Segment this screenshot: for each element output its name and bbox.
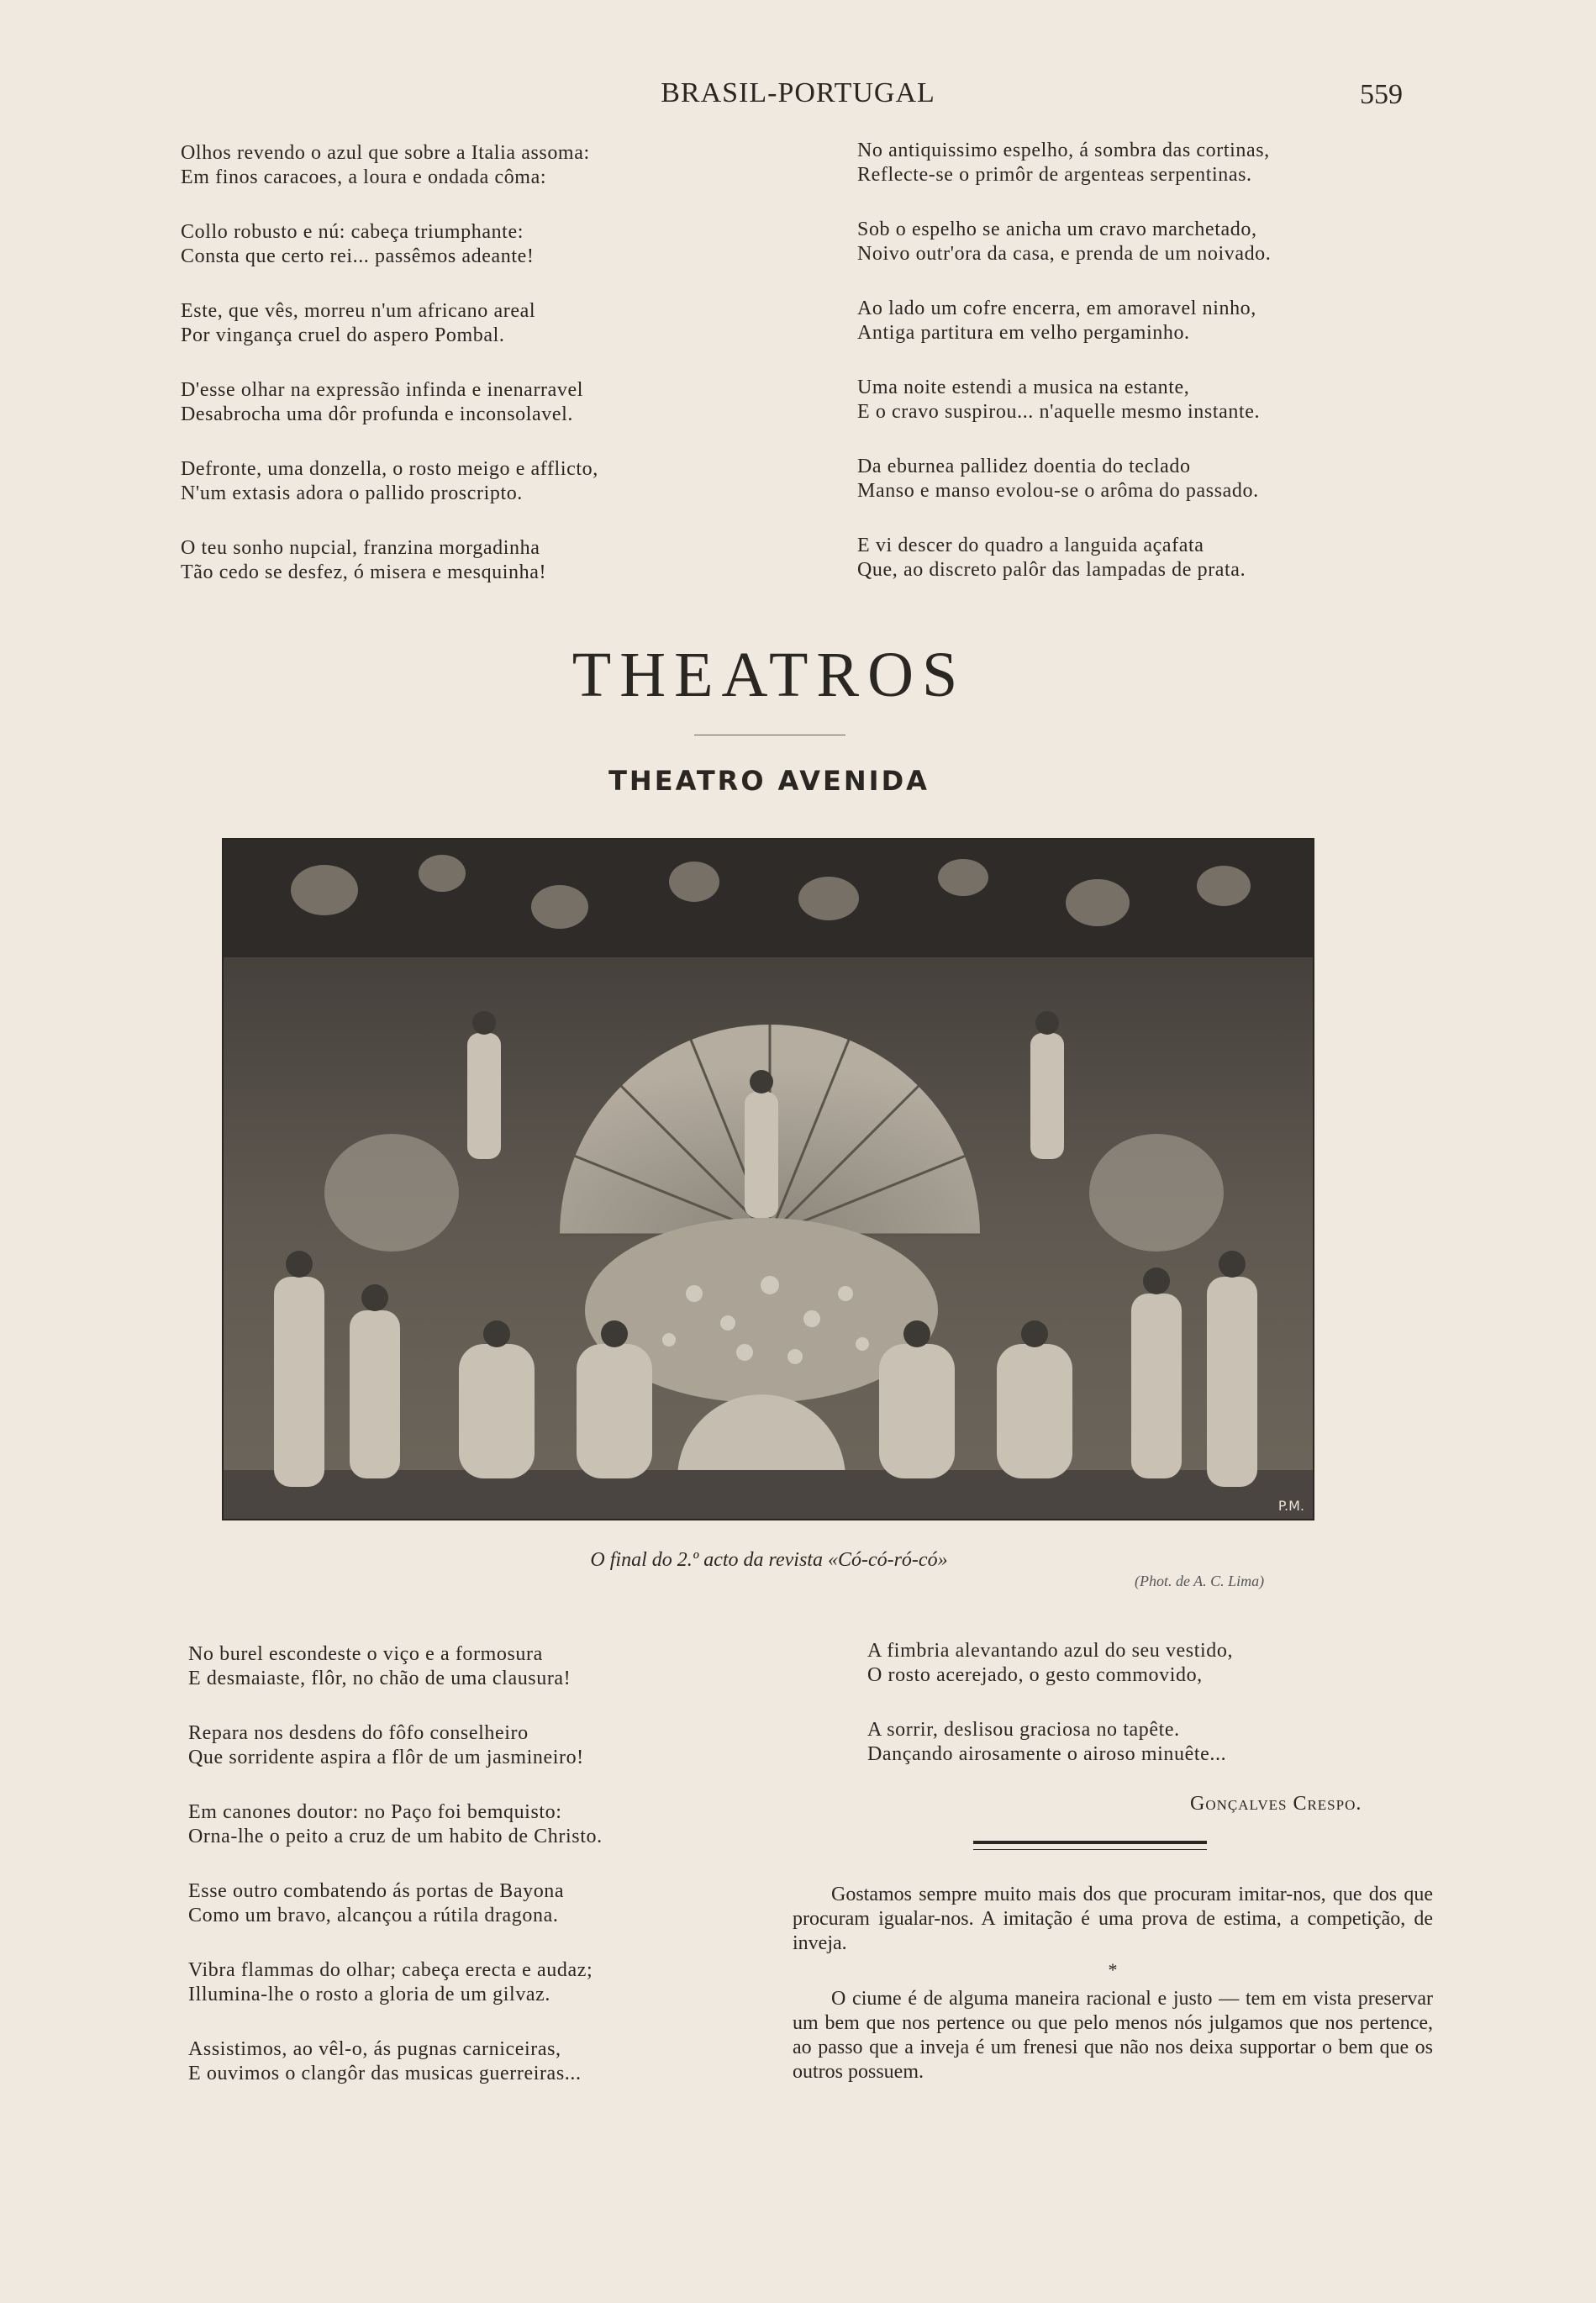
verse-line: Vibra flammas do olhar; cabeça erecta e audaz; [188, 1959, 593, 1981]
stanza [857, 534, 1395, 582]
asterisk-separator: * [1108, 1959, 1118, 1980]
verse-line: E vi descer do quadro a languida açafata [857, 535, 1204, 556]
verse-line: Por vingança cruel do aspero Pombal. [181, 324, 505, 346]
stanza [857, 218, 1395, 266]
poem-column-bottom-left [188, 1642, 726, 2116]
verse-line: Sob o espelho se anicha um cravo marchetado, [857, 219, 1257, 240]
photo-monogram: P.M. [1277, 1498, 1304, 1514]
photo-caption: O final do 2.º acto da revista «Có-có-ró-có» [590, 1549, 948, 1571]
verse-line: D'esse olhar na expressão infinda e inenarravel [181, 379, 583, 401]
verse-line: Ao lado um cofre encerra, em amoravel ninho, [857, 298, 1256, 319]
verse-line: Collo robusto e nú: cabeça triumphante: [181, 221, 524, 243]
verse-line: Que, ao discreto palôr das lampadas de prata. [857, 559, 1246, 581]
stanza [188, 1800, 726, 1849]
stanza [188, 1721, 726, 1770]
verse-line: Illumina-lhe o rosto a gloria de um gilvaz. [188, 1984, 551, 2005]
verse-line: Consta que certo rei... passêmos adeante! [181, 245, 535, 267]
verse-line: E ouvimos o clangôr das musicas guerreiras... [188, 2063, 582, 2084]
verse-line: N'um extasis adora o pallido proscripto. [181, 482, 523, 504]
poem-signature: Gonçalves Crespo. [1190, 1793, 1362, 1815]
verse-line: O rosto acerejado, o gesto commovido, [867, 1664, 1203, 1686]
stanza [867, 1639, 1422, 1688]
verse-line: Esse outro combatendo ás portas de Bayona [188, 1880, 565, 1902]
verse-line: Como um bravo, alcançou a rútila dragona. [188, 1905, 559, 1926]
stanza [867, 1718, 1422, 1767]
verse-line: E o cravo suspirou... n'aquelle mesmo instante. [857, 401, 1261, 423]
verse-line: Antiga partitura em velho pergaminho. [857, 322, 1190, 344]
article-subtitle: THEATRO AVENIDA [608, 765, 930, 797]
stage-photograph [222, 838, 1314, 1520]
verse-line: Dançando airosamente o airoso minuête... [867, 1743, 1227, 1765]
section-title: THEATROS [572, 640, 967, 710]
verse-line: Desabrocha uma dôr profunda e inconsolavel. [181, 403, 573, 425]
verse-line: Manso e manso evolou-se o arôma do passado. [857, 480, 1259, 502]
verse-line: Uma noite estendi a musica na estante, [857, 377, 1190, 398]
verse-line: A sorrir, deslisou graciosa no tapête. [867, 1719, 1180, 1741]
verse-line: Assistimos, ao vêl-o, ás pugnas carniceiras, [188, 2038, 561, 2060]
stanza [857, 297, 1395, 345]
verse-line: Reflecte-se o primôr de argenteas serpentinas. [857, 164, 1252, 186]
stanza [181, 378, 719, 427]
stanza [857, 376, 1395, 424]
poem-column-top-right [857, 139, 1395, 613]
verse-line: O teu sonho nupcial, franzina morgadinha [181, 537, 540, 559]
poem-column-bottom-right [867, 1639, 1422, 1797]
prose-block [793, 1883, 1433, 2084]
verse-line: A fimbria alevantando azul do seu vestido, [867, 1640, 1234, 1662]
stanza [857, 455, 1395, 503]
stanza [181, 141, 719, 190]
verse-line: Da eburnea pallidez doentia do teclado [857, 456, 1191, 477]
prose-paragraph: Gostamos sempre muito mais dos que procuram imitar-nos, que dos que procuram igualar-nos. A imitação é uma prova de estima, a competição, de inveja. [793, 1884, 1433, 1954]
stanza [188, 2037, 726, 2086]
verse-line: No antiquissimo espelho, á sombra das cortinas, [857, 140, 1270, 161]
poem-column-top-left [181, 141, 719, 615]
verse-line: Em finos caracoes, a loura e ondada côma: [181, 166, 547, 188]
double-rule-divider [973, 1841, 1207, 1850]
verse-line: E desmaiaste, flôr, no chão de uma clausura! [188, 1668, 572, 1689]
stanza [181, 457, 719, 506]
verse-line: Repara nos desdens do fôfo conselheiro [188, 1722, 529, 1744]
stanza [188, 1958, 726, 2007]
verse-line: Este, que vês, morreu n'um africano areal [181, 300, 536, 322]
verse-line: Defronte, uma donzella, o rosto meigo e afflicto, [181, 458, 598, 480]
stage-scene-illustration [224, 840, 1313, 1519]
stanza [181, 536, 719, 585]
prose-paragraph: O ciume é de alguma maneira racional e justo — tem em vista preservar um bem que nos pertence ou que pelo menos nós julgamos que nos pertence, ao passo que a inveja é um frenesi que não nos deixa supportar o bem que os outros possuem. [793, 1988, 1433, 2083]
verse-line: Olhos revendo o azul que sobre a Italia assoma: [181, 142, 590, 164]
verse-line: Orna-lhe o peito a cruz de um habito de Christo. [188, 1826, 603, 1847]
verse-line: No burel escondeste o viço e a formosura [188, 1643, 543, 1665]
stanza [181, 299, 719, 348]
stanza [857, 139, 1395, 187]
photo-credit: (Phot. de A. C. Lima) [1135, 1573, 1265, 1589]
page-number: 559 [1360, 79, 1403, 110]
verse-line: Que sorridente aspira a flôr de um jasmineiro! [188, 1747, 584, 1768]
stanza [188, 1642, 726, 1691]
stanza [181, 220, 719, 269]
running-header-title: BRASIL-PORTUGAL [661, 77, 935, 108]
verse-line: Em canones doutor: no Paço foi bemquisto: [188, 1801, 562, 1823]
verse-line: Tão cedo se desfez, ó misera e mesquinha! [181, 561, 547, 583]
stanza [188, 1879, 726, 1928]
verse-line: Noivo outr'ora da casa, e prenda de um noivado. [857, 243, 1272, 265]
